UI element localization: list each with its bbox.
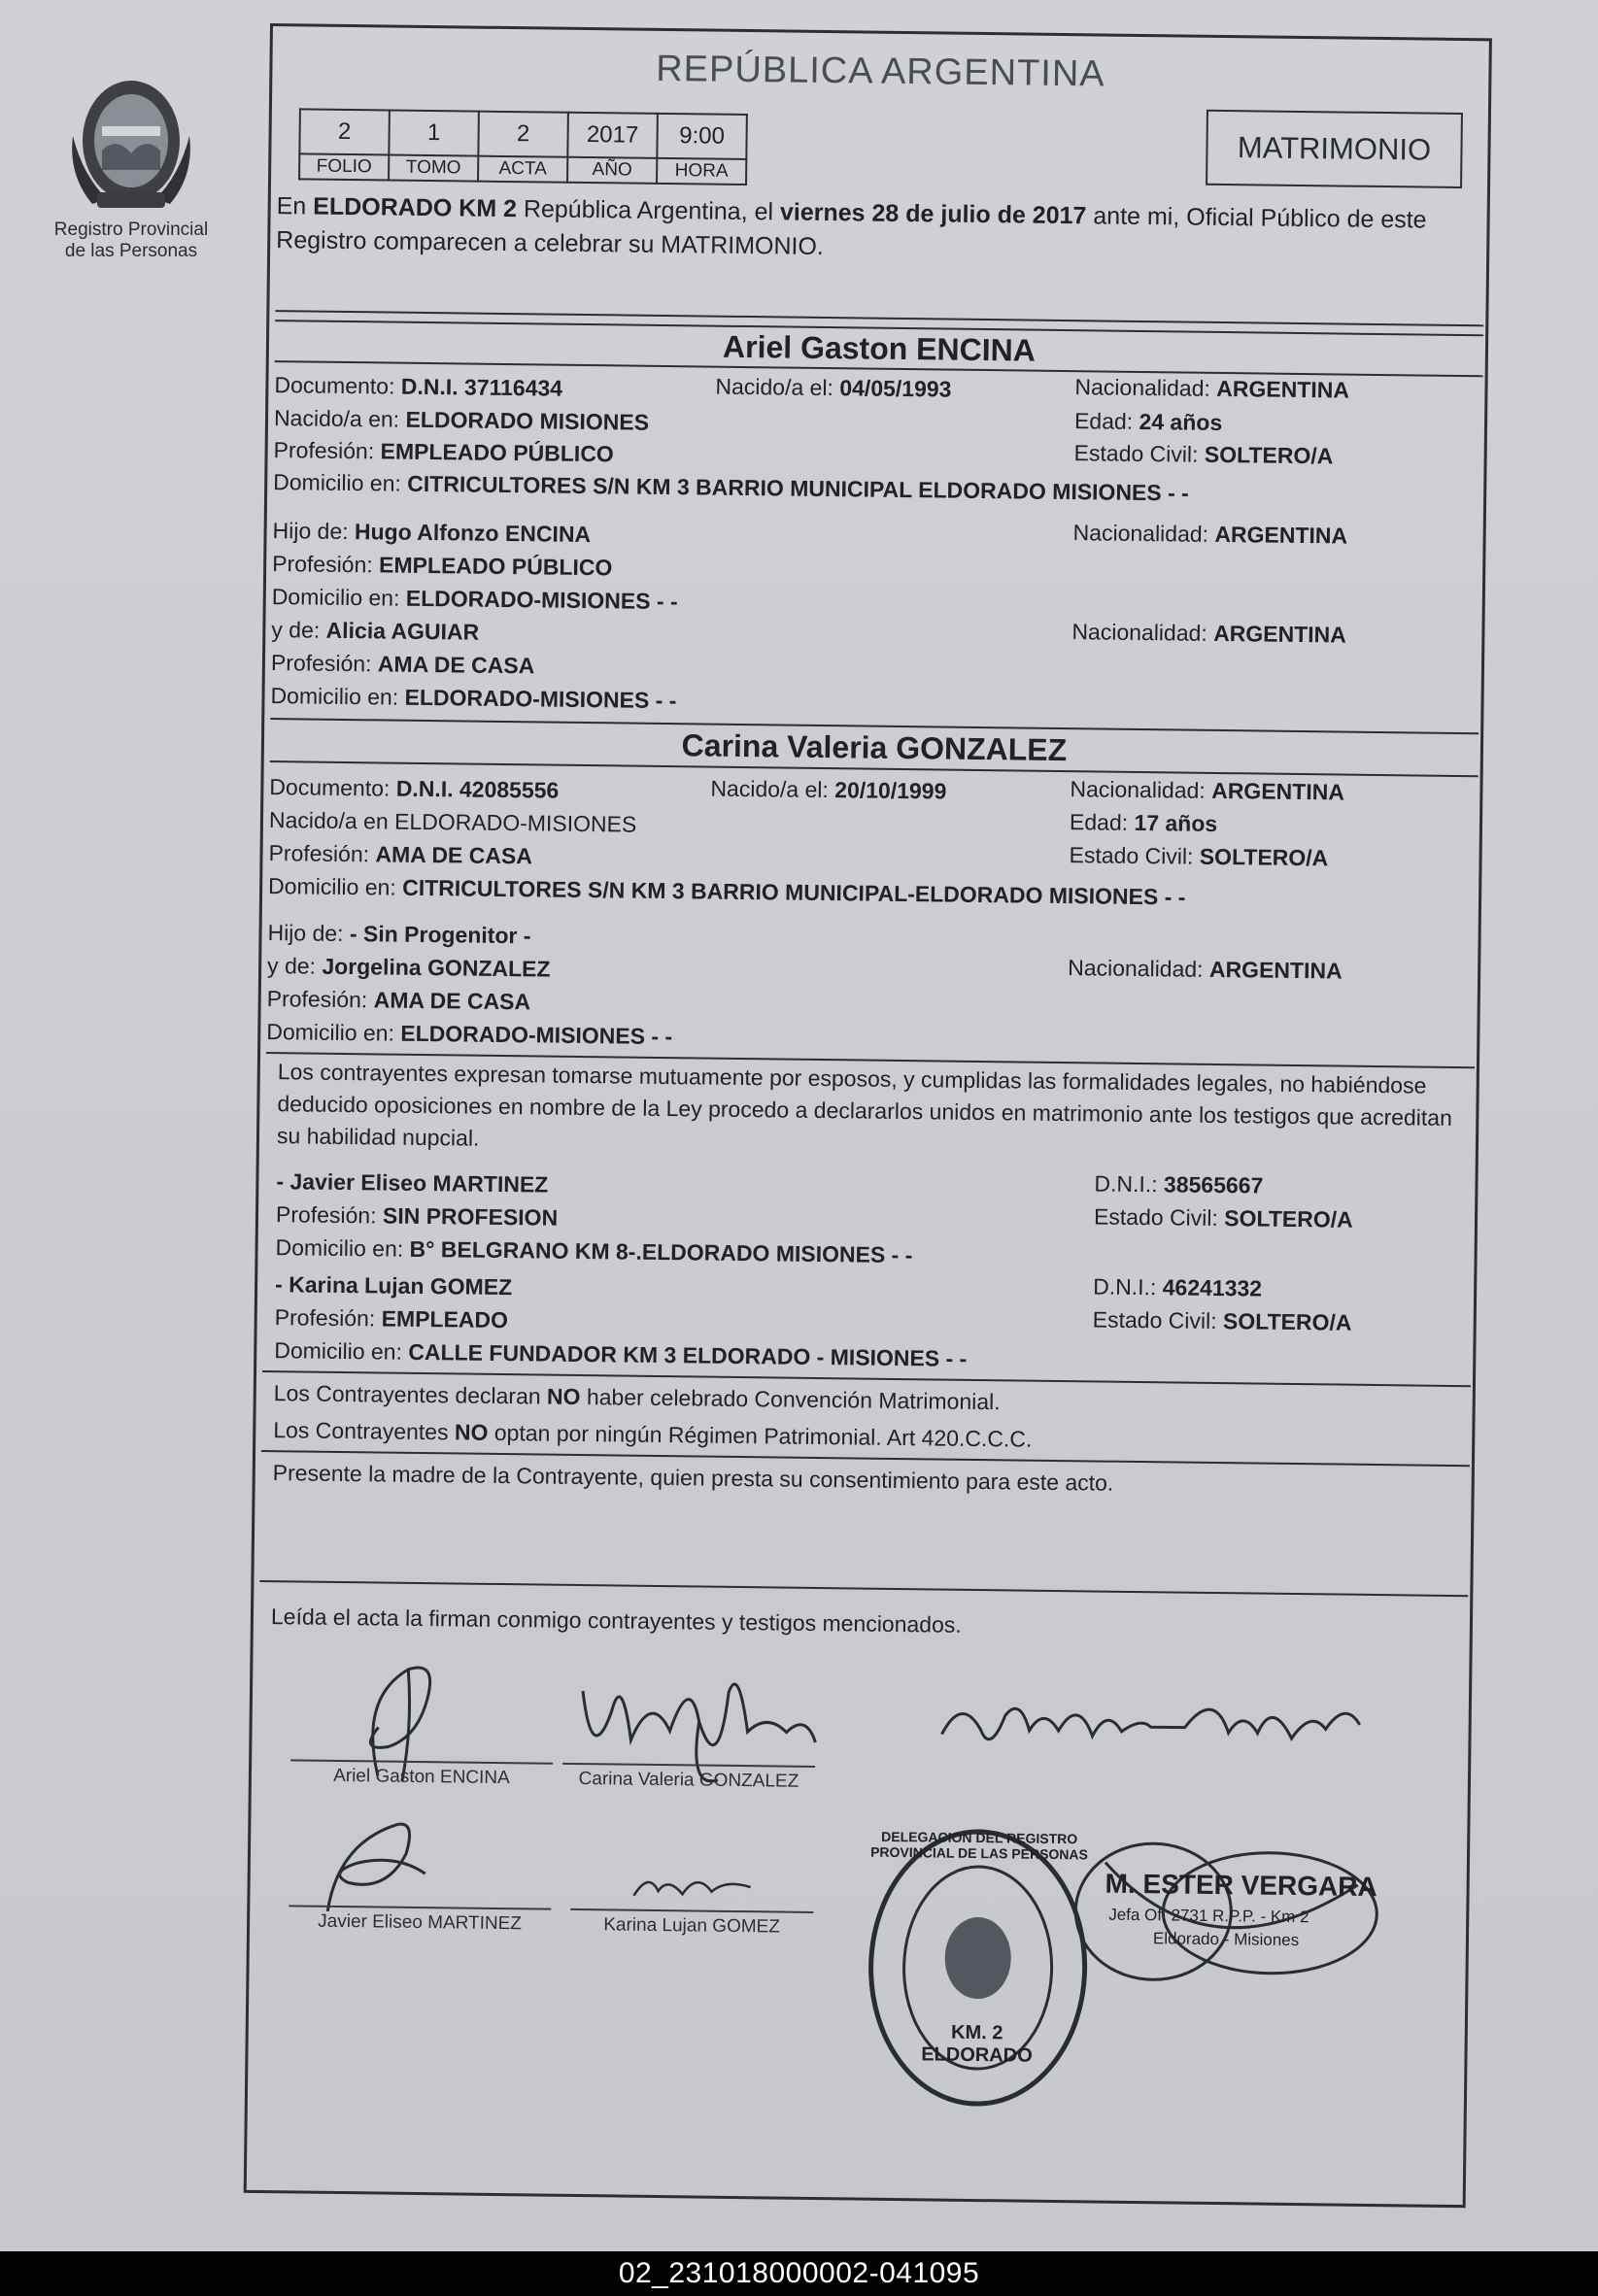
spouse2-profession: Profesión: AMA DE CASA — [268, 840, 533, 869]
witness2-name: - Karina Lujan GOMEZ — [274, 1271, 513, 1300]
spouse2-name: Carina Valeria GONZALEZ — [270, 718, 1479, 777]
witness2-prof: Profesión: EMPLEADO — [274, 1304, 509, 1334]
document-title: REPÚBLICA ARGENTINA — [655, 48, 1105, 95]
spouse2-doc: Documento: D.N.I. 42085556 — [269, 774, 560, 803]
witness2-dni: D.N.I.: 46241332 — [1093, 1273, 1263, 1301]
intro-place: ELDORADO KM 2 — [313, 192, 518, 223]
hora-label: HORA — [657, 158, 746, 185]
hora-value: 9:00 — [657, 114, 747, 159]
tomo-value: 1 — [389, 111, 479, 156]
spouse1-born: Nacido/a el: 04/05/1993 — [715, 373, 952, 402]
registry-seal — [39, 68, 223, 262]
spouse2-mother-dom: Domicilio en: ELDORADO-MISIONES - - — [266, 1019, 673, 1050]
divider — [259, 1580, 1468, 1597]
spouse1-name: Ariel Gaston ENCINA — [275, 320, 1483, 377]
spouse2-father: Hijo de: - Sin Progenitor - — [267, 920, 531, 949]
act-type-box: MATRIMONIO — [1206, 110, 1463, 188]
witness1-dom: Domicilio en: B° BELGRANO KM 8-.ELDORADO MISIONES - - — [275, 1234, 913, 1268]
spouse2-civil: Estado Civil: SOLTERO/A — [1069, 842, 1329, 871]
spouse1-mother-nat: Nacionalidad: ARGENTINA — [1071, 619, 1347, 648]
spouse1-mother: y de: Alicia AGUIAR — [271, 617, 480, 645]
spouse2-mother-nat: Nacionalidad: ARGENTINA — [1068, 955, 1343, 984]
round-stamp-inner: KM. 2 ELDORADO — [921, 2021, 1033, 2067]
spouse1-nationality: Nacionalidad: ARGENTINA — [1074, 374, 1350, 403]
spouse1-birthplace: Nacido/a en: ELDORADO MISIONES — [273, 405, 650, 435]
folio-label: FOLIO — [299, 153, 389, 180]
witness2-dom: Domicilio en: CALLE FUNDADOR KM 3 ELDORADO - MISIONES - - — [274, 1337, 968, 1371]
spouse2-born: Nacido/a el: 20/10/1999 — [710, 775, 947, 804]
registry-round-stamp — [860, 1821, 1097, 2115]
spouse2-mother: y de: Jorgelina GONZALEZ — [266, 953, 551, 982]
spouse1-father: Hijo de: Hugo Alfonzo ENCINA — [272, 518, 592, 548]
spouse2-nationality: Nacionalidad: ARGENTINA — [1070, 776, 1345, 805]
sig-line-2: Carina Valeria GONZALEZ — [562, 1763, 815, 1793]
closing-text: Leída el acta la firman conmigo contrayentes y testigos mencionados. — [270, 1604, 962, 1638]
intro-text-2: República Argentina, el — [523, 195, 774, 226]
round-stamp-icon — [860, 1821, 1097, 2115]
witness1-dni: D.N.I.: 38565667 — [1094, 1170, 1264, 1199]
misiones-coat-of-arms-icon — [63, 68, 199, 214]
spouse1-domicile: Domicilio en: CITRICULTORES S/N KM 3 BARRIO MUNICIPAL ELDORADO MISIONES - - — [273, 469, 1189, 506]
spouse2-birthplace: Nacido/a en ELDORADO-MISIONES — [268, 807, 637, 837]
witness1-civil: Estado Civil: SOLTERO/A — [1093, 1203, 1353, 1232]
scan-filename-bar: 02_231018000002-041095 — [0, 2251, 1598, 2296]
folio-value: 2 — [299, 109, 390, 154]
intro-paragraph — [276, 189, 1481, 272]
witness2-civil: Estado Civil: SOLTERO/A — [1092, 1306, 1352, 1335]
registry-caption-2: de las Personas — [64, 241, 198, 261]
official-stamp — [1104, 1843, 1397, 1993]
witness1-prof: Profesión: SIN PROFESION — [275, 1201, 559, 1231]
spouse1-civil: Estado Civil: SOLTERO/A — [1073, 440, 1334, 469]
spouse2-domicile: Domicilio en: CITRICULTORES S/N KM 3 BARRIO MUNICIPAL-ELDORADO MISIONES - - — [267, 873, 1186, 910]
note-regime: Los Contrayentes NO optan por ningún Régimen Patrimonial. Art 420.C.C.C. — [273, 1417, 1033, 1452]
spouse1-father-nat: Nacionalidad: ARGENTINA — [1072, 520, 1348, 549]
official-title: Jefa Of. 2731 R.P.P. - Km 2 — [1108, 1905, 1309, 1927]
official-place: Eldorado - Misiones — [1152, 1929, 1300, 1950]
declaration-text: Los contrayentes expresan tomarse mutuamente por esposos, y cumplidas las formalidades legales, no habiéndose deducido oposiciones en nombre de la Ley procedo a declararlos unidos en matrimonio ante los testigos que acreditan su habilidad nupcial. — [276, 1059, 1453, 1151]
intro-text-3: ante mi, Oficial Público de este Registro comparecen a celebrar su MATRIMONIO. — [276, 202, 1427, 260]
acta-value: 2 — [478, 112, 568, 157]
spouse1-father-dom: Domicilio en: ELDORADO-MISIONES - - — [271, 584, 678, 615]
sig-line-4: Javier Eliseo MARTINEZ — [289, 1905, 551, 1935]
folio-table — [298, 108, 748, 186]
sig-line-5: Karina Lujan GOMEZ — [570, 1908, 813, 1939]
intro-text-1: En — [276, 192, 307, 220]
certificate-frame — [244, 23, 1492, 2208]
round-stamp-outer: DELEGACION DEL REGISTRO PROVINCIAL DE LAS PERSONAS — [870, 1828, 1089, 1863]
sig-line-1: Ariel Gaston ENCINA — [290, 1759, 553, 1789]
spouse2-mother-prof: Profesión: AMA DE CASA — [266, 986, 531, 1015]
note-consent: Presente la madre de la Contrayente, quien presta su consentimiento para este acto. — [272, 1460, 1114, 1496]
registry-caption-1: Registro Provincial — [53, 219, 209, 240]
acta-label: ACTA — [478, 156, 567, 183]
spouse1-mother-dom: Domicilio en: ELDORADO-MISIONES - - — [270, 683, 677, 714]
spouse1-age: Edad: 24 años — [1073, 408, 1223, 436]
signature-jorgelina — [932, 1675, 1379, 1769]
spouse1-mother-prof: Profesión: AMA DE CASA — [270, 650, 535, 679]
note-convention: Los Contrayentes declaran NO haber celebrado Convención Matrimonial. — [273, 1380, 1001, 1415]
anio-value: 2017 — [567, 113, 658, 158]
spouse1-doc: Documento: D.N.I. 37116434 — [274, 372, 563, 401]
anio-label: AÑO — [567, 157, 657, 184]
spouse1-profession: Profesión: EMPLEADO PÚBLICO — [273, 437, 614, 467]
witness1-name: - Javier Eliseo MARTINEZ — [276, 1168, 549, 1198]
spouse1-father-prof: Profesión: EMPLEADO PÚBLICO — [272, 551, 613, 581]
intro-date: viernes 28 de julio de 2017 — [779, 198, 1087, 230]
tomo-label: TOMO — [389, 155, 478, 182]
spouse2-age: Edad: 17 años — [1069, 809, 1218, 836]
official-name: M. ESTER VERGARA — [1105, 1868, 1377, 1903]
signature-karina — [629, 1867, 755, 1908]
